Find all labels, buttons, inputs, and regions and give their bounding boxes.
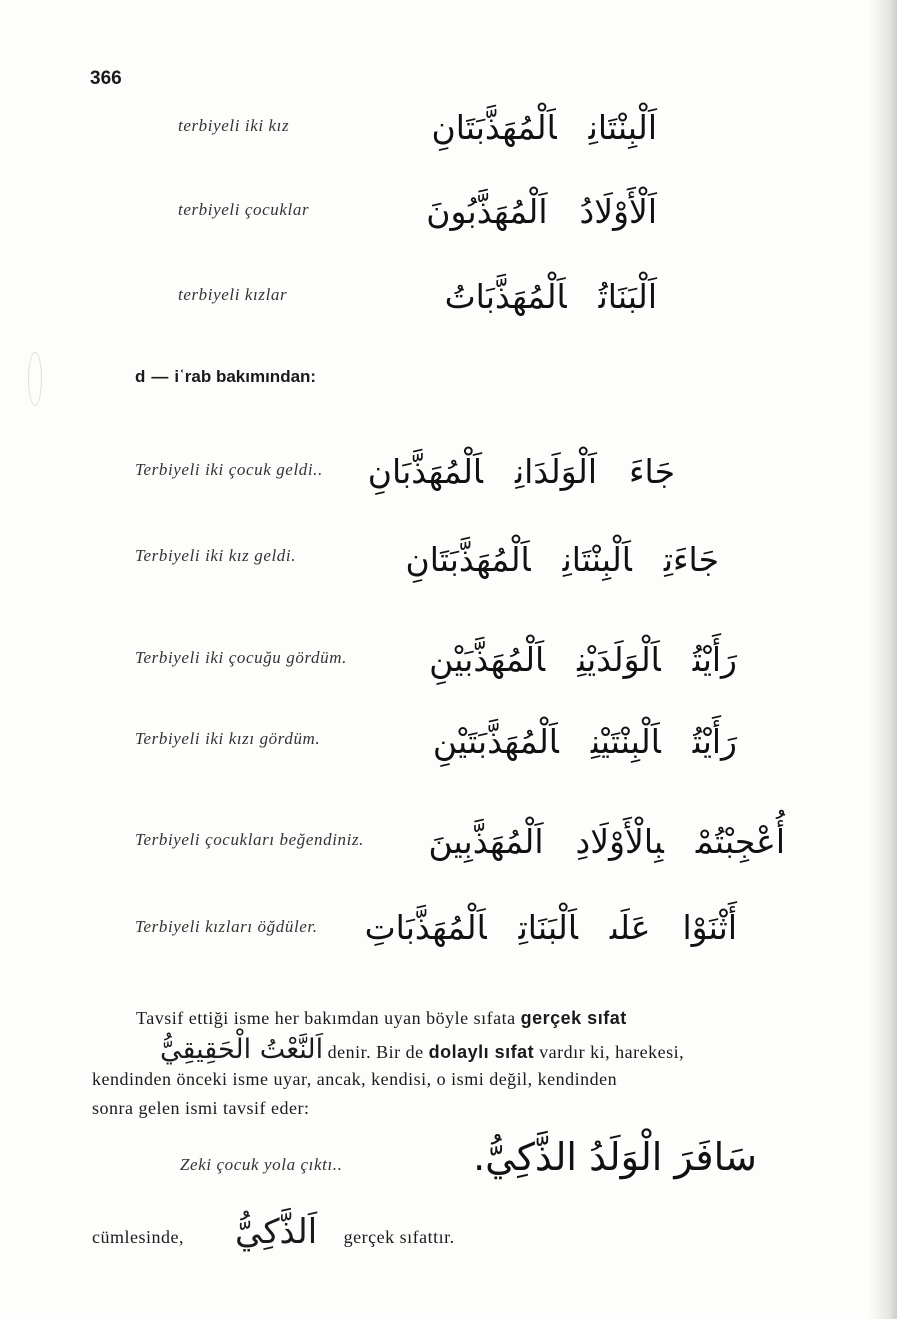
paragraph-line: sonra gelen ismi tavsif eder: xyxy=(92,1098,310,1118)
example-turkish: Terbiyeli iki çocuğu gördüm. xyxy=(135,648,347,667)
example-arabic: سَافَرَ الْوَلَدُ الذَّكِيُّ. xyxy=(473,1135,757,1179)
text-run: Tavsif ettiği isme her bakımdan uyan böyle sıfata xyxy=(136,1008,516,1028)
section-heading xyxy=(135,367,316,387)
term-bold: dolaylı sıfat xyxy=(428,1042,535,1062)
example-turkish: Terbiyeli kızları öğdüler. xyxy=(135,917,318,936)
arabic-word: اَلْبِنْتَيْنِ xyxy=(590,722,661,761)
example-turkish: Terbiyeli çocukları beğendiniz. xyxy=(135,830,365,849)
arabic-word: اَلْمُهَذَّبَيْنِ xyxy=(429,640,546,679)
example-turkish: Terbiyeli iki çocuk geldi.. xyxy=(135,460,323,479)
page-edge-shadow xyxy=(869,0,897,1319)
example-arabic xyxy=(428,822,785,861)
example-turkish: terbiyeli kızlar xyxy=(178,285,288,304)
example-arabic xyxy=(426,192,657,231)
text-run: vardır ki, harekesi, xyxy=(539,1042,685,1062)
arabic-word: بِالْأَوْلَادِ xyxy=(575,822,664,861)
arabic-word: اَلْمُهَذَّبُونَ xyxy=(426,192,548,231)
arabic-term: اَلذَّكِيُّ xyxy=(234,1212,318,1252)
example-arabic xyxy=(368,452,675,491)
example-arabic xyxy=(429,640,737,679)
example-turkish: Terbiyeli iki kızı gördüm. xyxy=(135,729,321,748)
example-arabic xyxy=(432,108,658,147)
arabic-word: اَلْمُهَذَّبِينَ xyxy=(428,822,544,861)
example-arabic xyxy=(405,540,719,579)
paragraph-line: kendinden önceki isme uyar, ancak, kendisi, o ismi değil, kendinden xyxy=(92,1069,618,1089)
arabic-word: اَلْمُهَذَّبَتَانِ xyxy=(405,540,531,579)
arabic-word: اَلْمُهَذَّبَانِ xyxy=(367,452,483,491)
arabic-word: اَلْبَنَاتُ xyxy=(598,277,657,316)
arabic-word: رَأَيْتُ xyxy=(692,640,737,679)
paper-blot xyxy=(28,352,42,406)
example-turkish: Terbiyeli iki kız geldi. xyxy=(135,546,297,565)
arabic-word: جَاءَتِ xyxy=(663,540,719,579)
example-turkish: terbiyeli iki kız xyxy=(178,116,290,135)
heading-dash: — xyxy=(151,367,169,386)
arabic-word: اَلْبِنْتَانِ xyxy=(562,540,632,579)
arabic-word: اَلْمُهَذَّبَاتِ xyxy=(364,908,487,947)
text-run: cümlesinde, xyxy=(92,1227,184,1247)
arabic-word: اَلْوَلَدَانِ xyxy=(515,452,598,491)
text-run: denir. Bir de xyxy=(327,1042,424,1062)
arabic-word: رَأَيْتُ xyxy=(692,722,737,761)
arabic-word: اَلْبَنَاتِ xyxy=(518,908,578,947)
arabic-word: اَلْمُهَذَّبَاتُ xyxy=(444,277,567,316)
example-turkish: terbiyeli çocuklar xyxy=(178,200,310,219)
page-number: 366 xyxy=(90,68,122,89)
arabic-word: اَلْوَلَدَيْنِ xyxy=(577,640,661,679)
example-turkish: Zeki çocuk yola çıktı.. xyxy=(180,1155,343,1174)
paragraph-line xyxy=(92,1212,455,1252)
term-bold: gerçek sıfat xyxy=(520,1008,627,1028)
arabic-word: عَلَى xyxy=(609,908,651,947)
example-arabic xyxy=(445,277,657,316)
arabic-word: اَلْأَوْلَادُ xyxy=(579,192,657,231)
paragraph-line xyxy=(160,1034,684,1065)
heading-text: iʿrab bakımından: xyxy=(174,367,317,386)
example-arabic xyxy=(365,908,737,947)
example-arabic xyxy=(433,722,737,761)
arabic-word: اَلْبِنْتَانِ xyxy=(588,108,657,147)
heading-letter: d xyxy=(135,367,146,386)
arabic-word: جَاءَ xyxy=(629,452,675,491)
arabic-word: اَلْمُهَذَّبَتَيْنِ xyxy=(432,722,559,761)
arabic-word: اَلْمُهَذَّبَتَانِ xyxy=(431,108,557,147)
arabic-word: أَثْنَوْا xyxy=(682,908,737,947)
arabic-word: أُعْجِبْتُمْ xyxy=(695,822,785,861)
text-run: gerçek sıfattır. xyxy=(343,1227,455,1247)
arabic-term: اَلنَّعْتُ الْحَقِيقِيُّ xyxy=(160,1034,324,1065)
paragraph-line xyxy=(136,1008,627,1029)
